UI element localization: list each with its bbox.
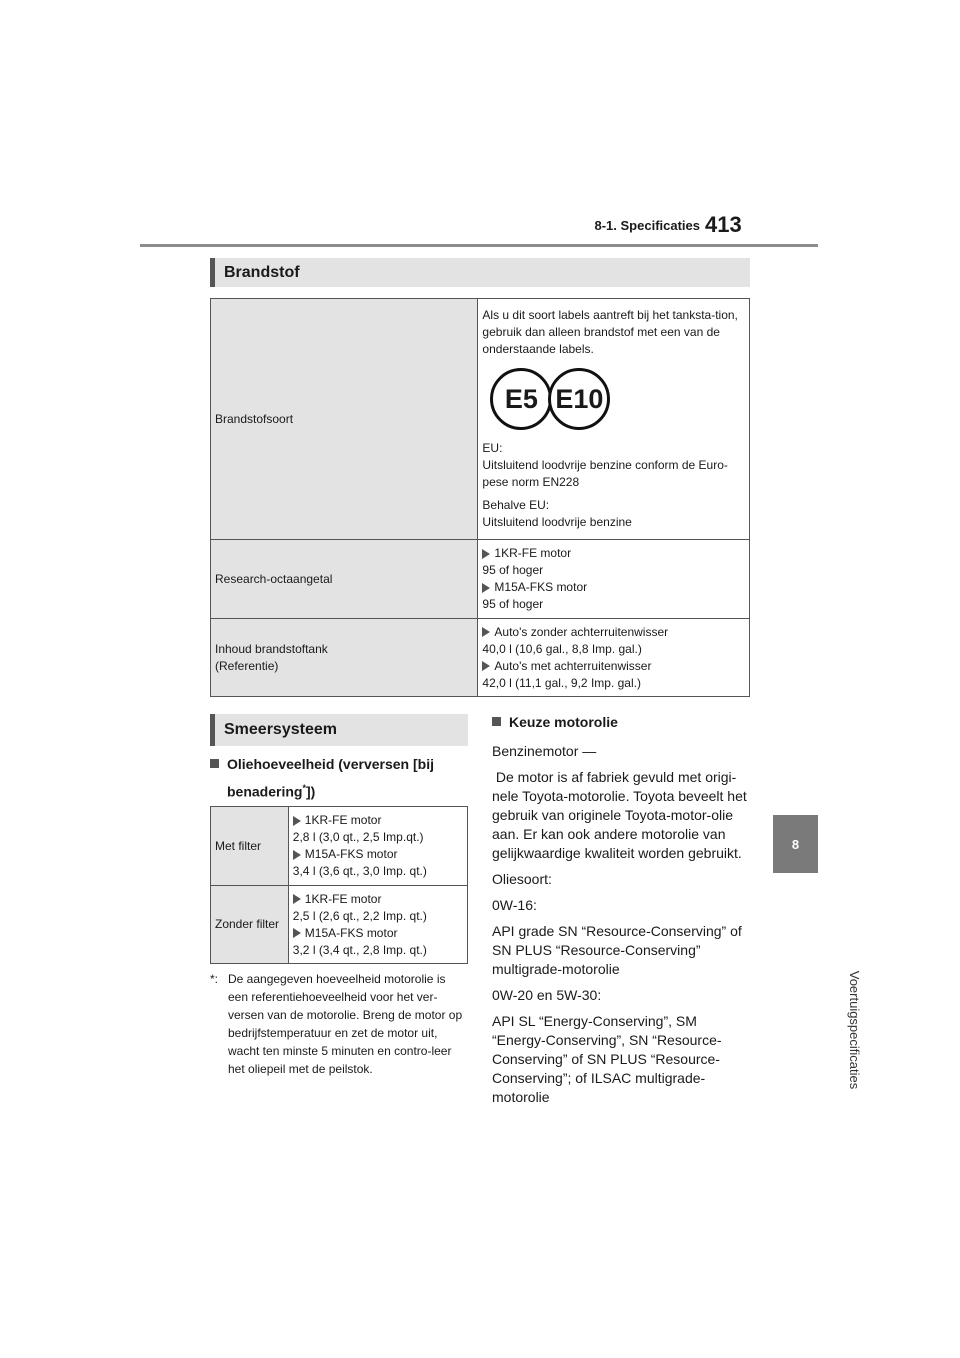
with-filter-label: Met filter <box>211 807 289 886</box>
triangle-bullet-icon <box>482 661 490 671</box>
oil-paragraph: 0W-20 en 5W-30: <box>492 987 602 1003</box>
triangle-bullet-icon <box>293 894 301 904</box>
tank-capacity-row <box>211 619 750 697</box>
oil-selection-heading: Keuze motorolie <box>492 710 750 734</box>
tank-item-title: Auto's zonder achterruitenwisser <box>482 624 745 641</box>
triangle-bullet-icon <box>482 583 490 593</box>
fuel-label-circles <box>490 368 745 430</box>
with-filter-row <box>211 807 468 886</box>
octane-item-value: 95 of hoger <box>482 597 544 611</box>
eu-text: Uitsluitend loodvrije benzine conform de Euro-pese norm EN228 <box>482 458 728 489</box>
fuel-type-label: Brandstofsoort <box>211 299 478 540</box>
fuel-heading-text: Brandstof <box>224 263 300 281</box>
triangle-bullet-icon <box>482 549 490 559</box>
fuel-label-e5: E5 <box>490 368 552 430</box>
lubrication-section-heading <box>210 714 468 746</box>
with-filter-value: 1KR-FE motor 2,8 l (3,0 qt., 2,5 Imp.qt.) M15A-FKS motor 3,4 l (3,6 qt., 3,0 Imp. qt.) <box>288 807 467 886</box>
octane-item-title: M15A-FKS motor <box>482 579 745 596</box>
square-bullet-icon <box>210 759 219 768</box>
oil-paragraph: Oliesoort: <box>492 871 552 887</box>
octane-value <box>478 540 750 619</box>
square-bullet-icon <box>492 717 501 726</box>
octane-row <box>211 540 750 619</box>
oil-paragraph: 0W-16: <box>492 897 537 913</box>
without-filter-value: 1KR-FE motor 2,5 l (2,6 qt., 2,2 Imp. qt.) M15A-FKS motor 3,2 l (3,4 qt., 2,8 Imp. qt.) <box>288 886 467 964</box>
oil-paragraph: De motor is af fabriek gevuld met origi-nele Toyota-motorolie. Toyota beveelt het gebruik van originele Toyota-motor-olie aan. Er kan ook andere motorolie van gelijkwaardige kwaliteit worden gebruikt. <box>492 769 747 861</box>
fuel-label-e10: E10 <box>548 368 610 430</box>
tank-capacity-label: Inhoud brandstoftank (Referentie) <box>211 619 478 697</box>
oil-paragraph: API grade SN “Resource-Conserving” of SN PLUS “Resource-Conserving” multigrade-motorolie <box>492 923 742 977</box>
tank-item-value: 42,0 l (11,1 gal., 9,2 Imp. gal.) <box>482 675 641 690</box>
triangle-bullet-icon <box>293 850 301 860</box>
fuel-section-heading <box>210 258 750 287</box>
oil-selection-body <box>492 742 750 1114</box>
page-number: 413 <box>705 212 742 237</box>
oil-paragraph: API SL “Energy-Conserving”, SM “Energy-Conserving”, SN “Resource-Conserving” of SN PLUS “Resource-Conserving”; of ILSAC multigrade-motorolie <box>492 1013 722 1105</box>
octane-item-value: 95 of hoger <box>482 563 544 577</box>
oil-capacity-heading: Oliehoeveelheid (verversen [bij benadering*]) <box>210 752 470 804</box>
triangle-bullet-icon <box>293 816 301 826</box>
fuel-type-row <box>211 299 750 540</box>
fuel-type-intro: Als u dit soort labels aantreft bij het tanksta-tion, gebruik dan alleen brandstof met een van de onderstaande labels. <box>482 308 738 356</box>
octane-label: Research-octaangetal <box>211 540 478 619</box>
chapter-side-label: Voertuigspecificaties <box>847 970 862 1090</box>
tank-capacity-value <box>478 619 750 697</box>
non-eu-title: Behalve EU: <box>482 498 550 512</box>
section-title: 8-1. Specificaties <box>594 218 700 233</box>
tank-item-value: 40,0 l (10,6 gal., 8,8 Imp. gal.) <box>482 641 642 656</box>
eu-title: EU: <box>482 441 503 455</box>
footnote-mark: *: <box>210 972 219 986</box>
triangle-bullet-icon <box>293 928 301 938</box>
footnote-text: De aangegeven hoeveelheid motorolie is een referentiehoeveelheid voor het ver-versen van de motorolie. Breng de motor op bedrijfstemperatuur en zet de motor uit, wacht ten minste 5 minuten en contro-leer het oliepeil met de peilstok. <box>228 972 463 1076</box>
lubrication-heading-text: Smeersysteem <box>224 721 337 738</box>
triangle-bullet-icon <box>482 627 490 637</box>
fuel-type-value <box>478 299 750 540</box>
chapter-tab: 8 <box>773 815 818 873</box>
tank-item-title: Auto's met achterruitenwisser <box>482 658 745 675</box>
oil-capacity-table <box>210 806 468 964</box>
header-rule <box>140 244 818 247</box>
non-eu-text: Uitsluitend loodvrije benzine <box>482 515 632 529</box>
without-filter-label: Zonder filter <box>211 886 289 964</box>
oil-paragraph: Benzinemotor — <box>492 743 597 759</box>
fuel-table <box>210 298 750 697</box>
oil-footnote <box>210 970 468 1078</box>
without-filter-row <box>211 886 468 964</box>
octane-item-title: 1KR-FE motor <box>482 545 745 562</box>
